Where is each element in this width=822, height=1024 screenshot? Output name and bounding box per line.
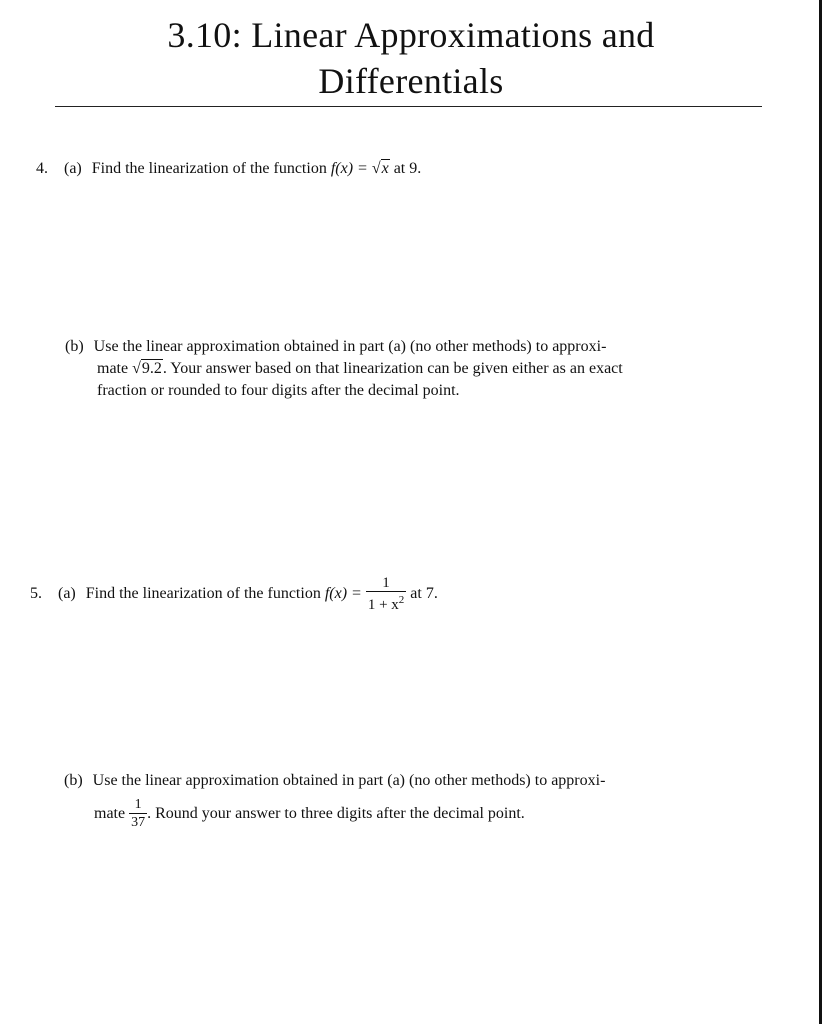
problem-4a-sqrt [381,159,390,179]
problem-5-number: 5. [30,585,42,602]
problem-5b-fraction [129,797,147,831]
problem-4b-line-3 [97,381,460,401]
problem-4b-text-2-pre: mate [97,360,133,377]
problem-5a-point: at 7. [406,585,438,602]
problem-4-number: 4. [36,160,48,177]
problem-5b-text-2-post: . Round your answer to three digits after the decimal point. [147,805,525,822]
problem-5a-exponent: 2 [398,593,405,606]
problem-5b-denominator: 37 [131,815,146,831]
sqrt-symbol: √ [132,360,141,377]
problem-4-part-a [36,159,421,179]
title-line-2: Differentials [318,61,504,101]
page-title [0,12,822,104]
problem-5a-label: (a) [58,585,76,602]
problem-5a-numerator: 1 [366,575,406,592]
problem-4a-text: Find the linearization of the function [91,160,331,177]
problem-4b-text-1: Use the linear approximation obtained in part (a) (no other methods) to approxi- [93,338,607,355]
problem-4b-text-3: fraction or rounded to four digits after the decimal point. [97,382,460,399]
problem-5-part-a [30,574,438,614]
problem-5b-text-1: Use the linear approximation obtained in part (a) (no other methods) to approxi- [92,772,606,789]
problem-5b-numerator: 1 [129,797,147,814]
problem-5a-function: f(x) = [324,585,366,602]
title-divider [55,106,762,107]
problem-4b-line-1 [65,337,606,357]
problem-5a-text: Find the linearization of the function [85,585,325,602]
problem-5a-fraction [366,575,406,614]
sqrt-symbol: √ [371,160,381,177]
problem-5a-denominator-base: 1 + x [367,596,399,613]
problem-4a-function: f(x) = [330,160,372,177]
problem-4b-text-2-post: . Your answer based on that linearization can be given either as an exact [162,360,623,377]
problem-4b-radicand: 9.2 [141,360,162,377]
problem-4b-label: (b) [65,338,84,355]
problem-5b-label: (b) [64,772,83,789]
problem-5b-line-1 [64,771,605,791]
problem-4a-radicand: x [381,160,389,177]
problem-4a-point: at 9. [389,160,422,177]
problem-5b-text-2-pre: mate [94,805,130,822]
title-line-1: 3.10: Linear Approximations and [167,15,655,55]
problem-5b-line-2 [94,794,525,834]
problem-4b-line-2 [97,359,623,379]
problem-4b-sqrt [141,359,163,379]
problem-4a-label: (a) [64,160,82,177]
problem-5a-denominator [366,592,406,614]
